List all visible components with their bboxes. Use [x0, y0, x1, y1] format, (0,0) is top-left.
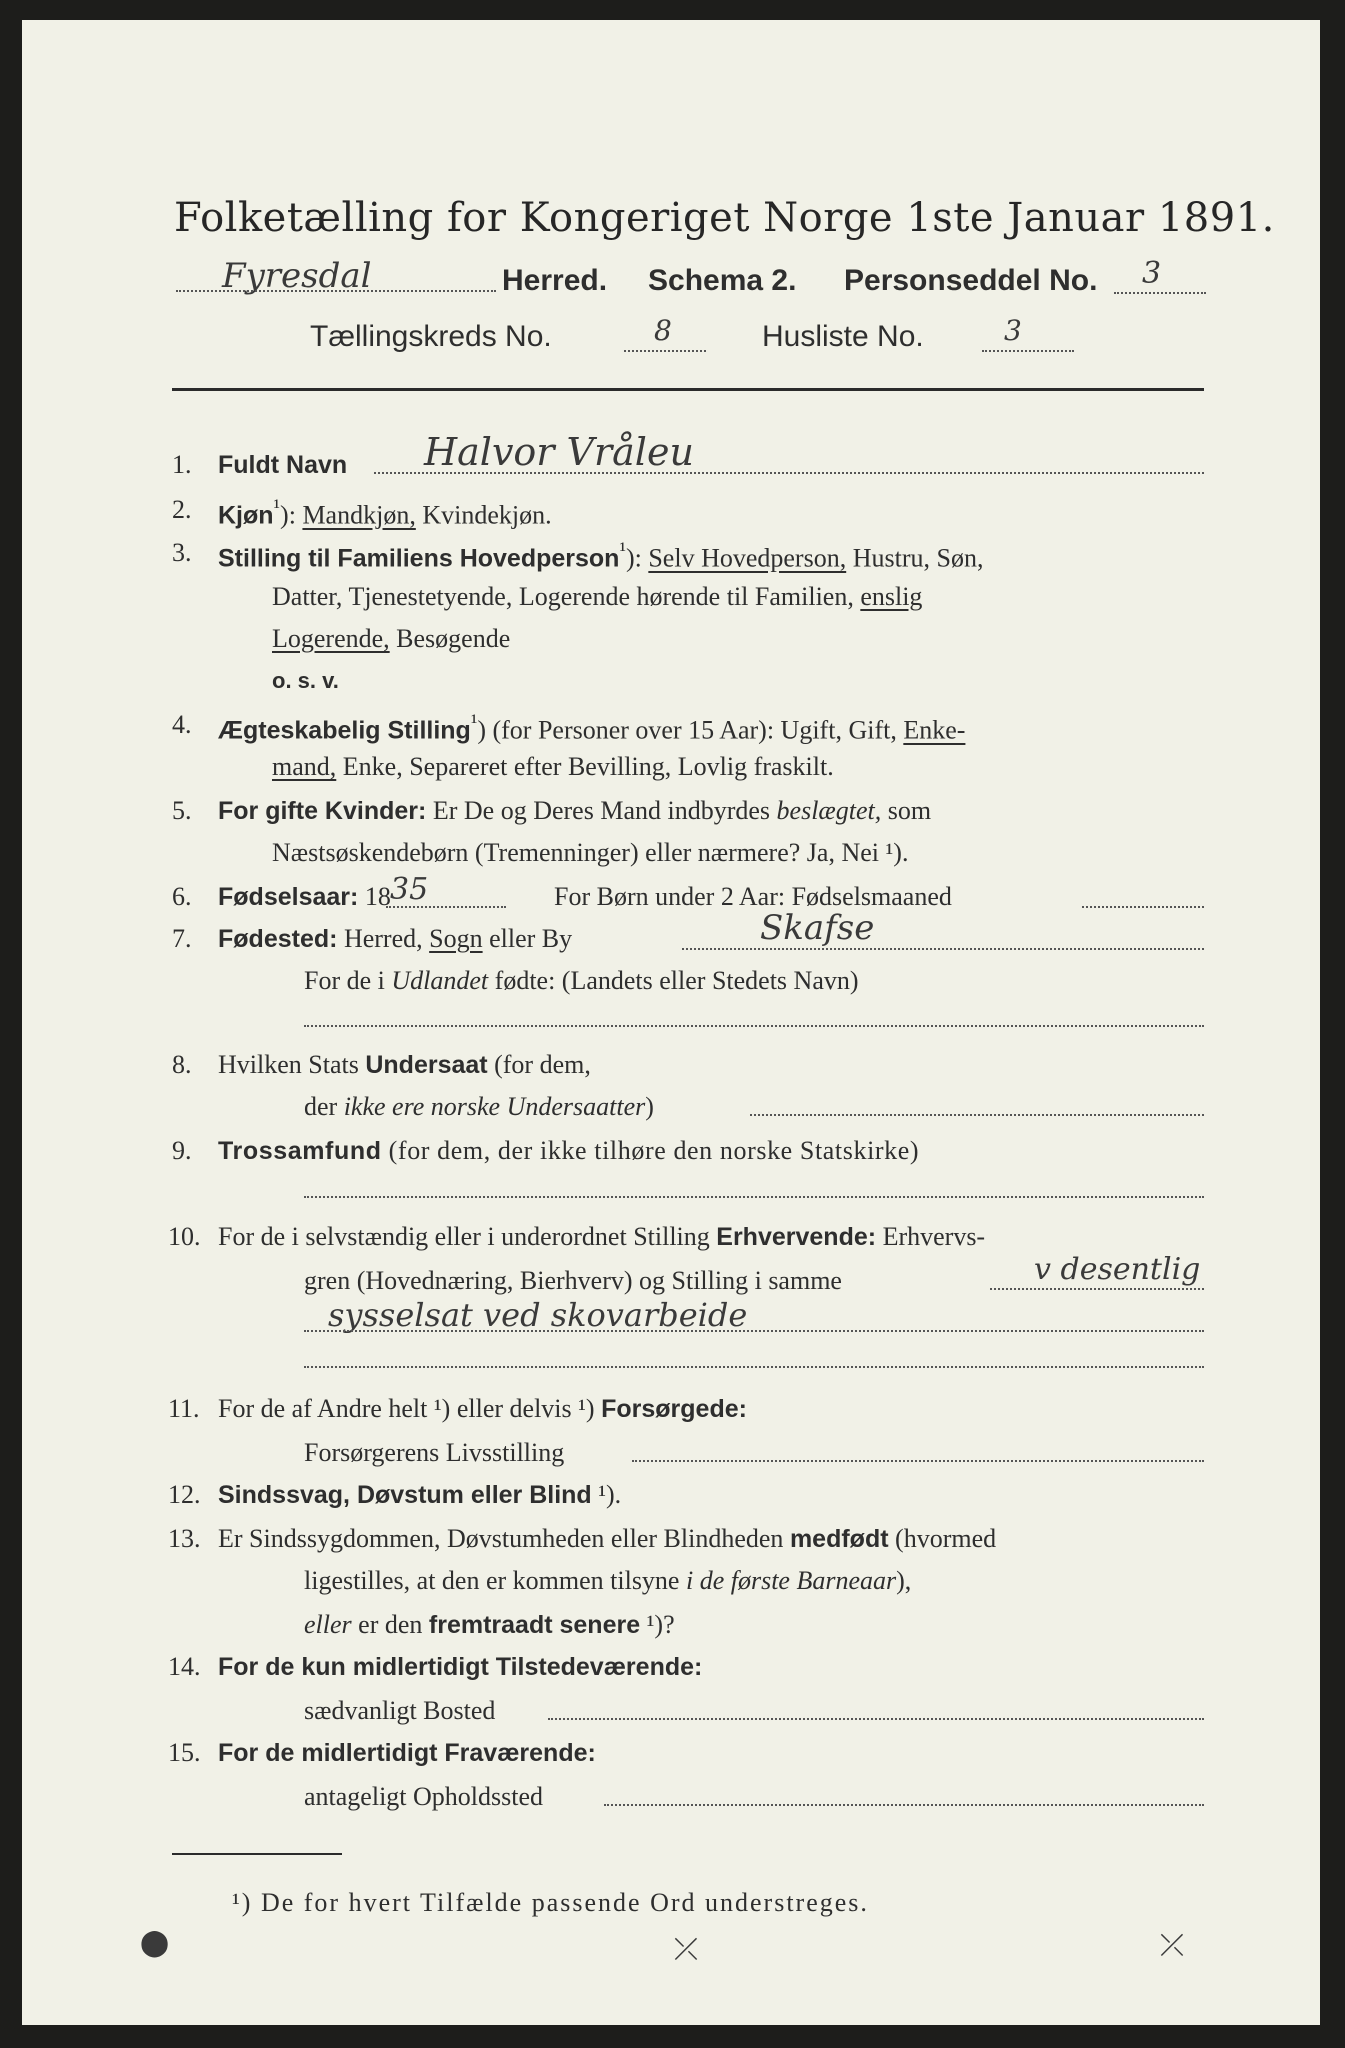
sindssvag-sup: ¹). — [591, 1480, 622, 1509]
forsorgerens-dotted-line — [632, 1460, 1204, 1462]
field-10-number: 10. — [168, 1222, 201, 1251]
field-3-number: 3. — [172, 538, 192, 567]
bosted-dotted-line — [548, 1718, 1204, 1720]
stilling-sup: ¹ — [619, 538, 626, 562]
aegteskab-line-2 — [272, 752, 834, 782]
schema-label: Schema 2. — [648, 264, 797, 297]
fodselsmaaned-label: For Børn under 2 Aar: Fødselsmaaned — [554, 882, 952, 911]
erhverv-label: Erhvervende: — [716, 1223, 877, 1251]
erhverv-line-1 — [218, 1222, 985, 1252]
sindssvag-label: Sindssvag, Døvstum eller Blind — [218, 1481, 592, 1509]
kjon-sup: ¹ — [273, 495, 281, 519]
stilling-line-2 — [272, 582, 922, 612]
fuldt-navn-dotted-line — [374, 472, 1204, 474]
header-rule — [172, 388, 1204, 391]
medfodt-sup: ¹)? — [640, 1610, 675, 1639]
aegteskab-sup: ¹ — [470, 710, 478, 734]
personseddel-dotted-line — [1114, 292, 1206, 294]
forsorgede-label: Forsørgede: — [601, 1395, 747, 1423]
medfodt-a: Er Sindssygdommen, Døvstumheden eller Blindheden — [218, 1524, 790, 1553]
fodested-label: Fødested: — [218, 925, 338, 953]
kjon-sep: ): — [280, 500, 303, 530]
fravaerende-label: For de midlertidigt Fraværende: — [218, 1739, 596, 1767]
fravaerende-line-1 — [218, 1738, 596, 1768]
sindssvag-line — [218, 1480, 621, 1510]
fodselsaar-value: 35 — [390, 872, 429, 907]
fodested-by: eller By — [482, 924, 573, 953]
kreds-value: 8 — [654, 314, 672, 347]
opholdssted-dotted-line — [604, 1804, 1204, 1806]
stilling-options-2: Datter, Tjenestetyende, Logerende hørende til Familien, — [272, 582, 861, 611]
fodested-dotted-line — [682, 948, 1204, 950]
herred-dotted-line — [176, 290, 496, 292]
erhverv-dotted-line-3 — [304, 1366, 1204, 1368]
medfodt-er-den: er den — [351, 1610, 429, 1639]
field-5-number: 5. — [172, 796, 192, 825]
stilling-line-3 — [272, 624, 510, 654]
field-14-number: 14. — [168, 1652, 201, 1681]
undersaat-line-1 — [218, 1050, 591, 1080]
field-12-number: 12. — [168, 1480, 201, 1509]
stilling-osv: o. s. v. — [272, 668, 339, 693]
personseddel-value: 3 — [1142, 256, 1162, 291]
footnote: ¹) De for hvert Tilfælde passende Ord understreges. — [232, 1888, 869, 1917]
aegteskab-label: Ægteskabelig Stilling — [218, 716, 471, 745]
undersaat-b: (for dem, — [487, 1050, 591, 1079]
udlandet-b: Udlandet — [391, 966, 489, 995]
fodselsmaaned-dotted-line — [1082, 906, 1204, 908]
undersaat-label: Undersaat — [365, 1051, 488, 1079]
fuldt-navn-label: Fuldt Navn — [218, 451, 348, 479]
fodselsmaaned-text — [554, 882, 952, 912]
fodested-herred: Herred, — [337, 924, 430, 953]
undersaat-a: Hvilken Stats — [218, 1050, 366, 1079]
medfodt-barneaar: i de første Barneaar — [685, 1566, 897, 1595]
ink-mark-right: ⤫ — [1160, 1928, 1184, 1963]
gifte-som: som — [881, 796, 932, 825]
fuldt-navn-value: Halvor Vråleu — [424, 430, 694, 474]
ink-mark-left: ⬤ — [140, 1928, 170, 1958]
forsorgede-a: For de af Andre helt ¹) eller delvis ¹) — [218, 1394, 602, 1423]
stilling-label: Stilling til Familiens Hovedperson — [218, 544, 620, 573]
field-7-number: 7. — [172, 924, 192, 953]
aegteskab-line-1 — [218, 710, 965, 746]
stilling-enslig: enslig — [860, 582, 923, 611]
field-4-number: 4. — [172, 710, 192, 739]
fodselsaar-dotted-line — [386, 906, 506, 908]
medfodt-line-2 — [304, 1566, 911, 1596]
medfodt-line2a: ligestilles, at den er kommen tilsyne — [304, 1566, 686, 1595]
udlandet-a: For de i — [304, 966, 392, 995]
erhverv-dotted-line-2 — [304, 1330, 1204, 1332]
medfodt-eller: eller — [304, 1610, 352, 1639]
undersaat-line-2 — [304, 1092, 654, 1122]
undersaat-ikke: ikke ere norske Undersaatter — [343, 1092, 646, 1121]
bosted-label: sædvanligt Bosted — [304, 1696, 496, 1725]
gifte-text-1: Er De og Deres Mand indbyrdes — [426, 796, 777, 825]
trossamfund-text: (for dem, der ikke tilhøre den norske Statskirke) — [381, 1136, 920, 1165]
stilling-sep: ): — [625, 543, 649, 573]
ink-mark-middle: ⤫ — [674, 1932, 698, 1967]
stilling-selv-hovedperson: Selv Hovedperson, — [648, 543, 847, 573]
medfodt-line-1 — [218, 1524, 996, 1554]
gifte-line-1 — [218, 796, 931, 826]
tilstede-line-1 — [218, 1652, 702, 1682]
gifte-label: For gifte Kvinder: — [218, 797, 427, 825]
kjon-mandkjon: Mandkjøn, — [302, 500, 416, 530]
fodested-line-2 — [304, 966, 859, 996]
gifte-beslaegtet: beslægtet, — [776, 796, 882, 825]
trossamfund-label: Trossamfund — [218, 1137, 382, 1165]
gifte-line-2: Næstsøskendebørn (Tremenninger) eller nærmere? Ja, Nei ¹). — [272, 838, 909, 867]
census-form-sheet — [22, 20, 1320, 2025]
husliste-dotted-line — [982, 350, 1074, 352]
undersaat-dotted-line — [750, 1114, 1204, 1116]
undersaat-close: ) — [645, 1092, 654, 1121]
erhverv-line-2: gren (Hovednæring, Bierhverv) og Stilling i samme — [304, 1266, 842, 1295]
kjon-kvindekjon: Kvindekjøn. — [415, 500, 552, 530]
kreds-dotted-line — [624, 350, 706, 352]
aegteskab-enkemand-b: mand, — [272, 752, 337, 781]
field-2-number: 2. — [172, 495, 192, 524]
personseddel-label: Personseddel No. — [844, 264, 1098, 297]
udlandet-c: fødte: (Landets eller Stedets Navn) — [488, 966, 859, 995]
opholdssted-label: antageligt Opholdssted — [304, 1782, 544, 1811]
erhverv-value-1: v desentlig — [1034, 1252, 1201, 1287]
fodselsaar-label: Fødselsaar: — [218, 883, 359, 911]
medfodt-senere: fremtraadt senere — [428, 1611, 641, 1639]
stilling-besogende: Besøgende — [389, 624, 511, 653]
stilling-line-1 — [218, 538, 983, 574]
stilling-logerende: Logerende, — [272, 624, 390, 653]
footnote-rule — [172, 1853, 342, 1855]
medfodt-line2c: ), — [896, 1566, 912, 1595]
fodselsaar-prefix: 18 — [358, 882, 391, 911]
aegteskab-options-2: Enke, Separeret efter Bevilling, Lovlig fraskilt. — [336, 752, 834, 781]
field-11-number: 11. — [168, 1394, 200, 1423]
erhverv-b: Erhvervs- — [876, 1222, 986, 1251]
herred-label: Herred. — [502, 264, 608, 297]
aegteskab-options-1: ) (for Personer over 15 Aar): Ugift, Gift, — [477, 715, 904, 745]
medfodt-label: medfødt — [789, 1525, 889, 1553]
trossamfund-line — [218, 1136, 919, 1166]
erhverv-dotted-line-1 — [990, 1288, 1204, 1290]
medfodt-b: (hvormed — [888, 1524, 997, 1553]
field-8-number: 8. — [172, 1050, 192, 1079]
field-13-number: 13. — [168, 1524, 201, 1553]
fodselsaar-line — [218, 882, 391, 912]
fodested-value: Skafse — [760, 908, 875, 948]
field-1-number: 1. — [172, 450, 192, 479]
stilling-options-1: Hustru, Søn, — [846, 543, 984, 573]
herred-value: Fyresdal — [222, 256, 372, 296]
trossamfund-dotted-line — [304, 1196, 1204, 1198]
husliste-label: Husliste No. — [762, 320, 924, 353]
field-6-number: 6. — [172, 882, 192, 911]
kjon-line — [218, 495, 552, 531]
husliste-value: 3 — [1004, 314, 1022, 347]
forsorgerens-label: Forsørgerens Livsstilling — [304, 1438, 565, 1467]
kjon-label: Kjøn — [218, 501, 274, 530]
tilstede-label: For de kun midlertidigt Tilstedeværende: — [218, 1653, 703, 1681]
form-title: Folketælling for Kongeriget Norge 1ste Januar 1891. — [174, 195, 1275, 241]
fodested-line-1 — [218, 924, 572, 954]
udlandet-dotted-line — [304, 1025, 1204, 1027]
field-9-number: 9. — [172, 1136, 192, 1165]
aegteskab-enkemand-a: Enke- — [903, 715, 966, 745]
kreds-label: Tællingskreds No. — [310, 320, 552, 353]
forsorgede-line-1 — [218, 1394, 747, 1424]
field-15-number: 15. — [168, 1738, 201, 1767]
fodested-sogn: Sogn — [429, 924, 483, 953]
medfodt-line-3 — [304, 1610, 675, 1640]
undersaat-der: der — [304, 1092, 344, 1121]
erhverv-a: For de i selvstændig eller i underordnet Stilling — [218, 1222, 717, 1251]
erhverv-value-2: sysselsat ved skovarbeide — [328, 1296, 748, 1334]
